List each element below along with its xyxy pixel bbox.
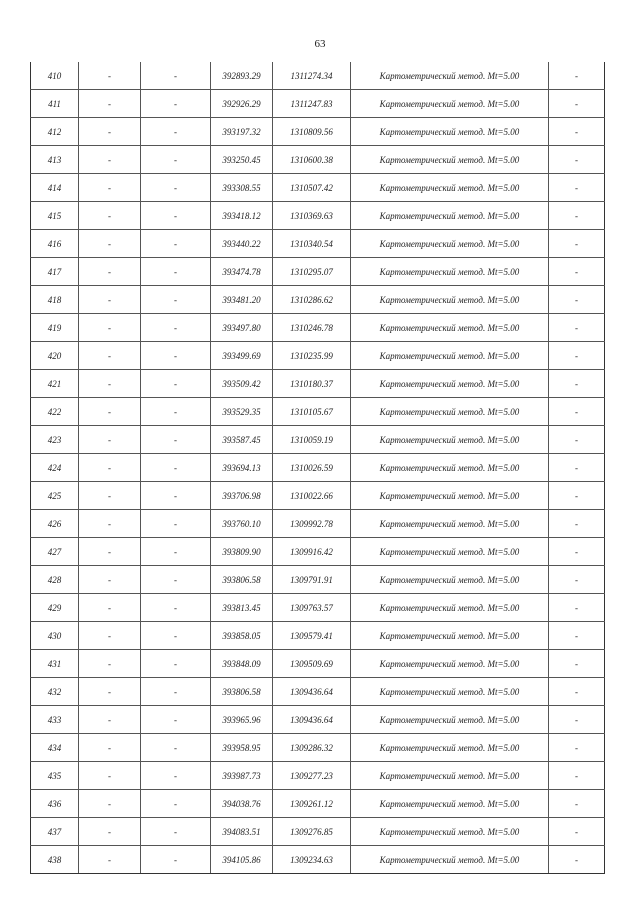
page-number: 63 xyxy=(314,38,326,50)
point-number-cell: 425 xyxy=(31,482,79,510)
y-coordinate-cell: 1309509.69 xyxy=(273,650,351,678)
table-row xyxy=(31,146,605,174)
table-row xyxy=(31,454,605,482)
dash-cell: - xyxy=(79,90,141,118)
point-number-cell: 423 xyxy=(31,426,79,454)
dash-cell: - xyxy=(549,482,605,510)
dash-cell: - xyxy=(141,482,211,510)
dash-cell: - xyxy=(79,538,141,566)
dash-cell: - xyxy=(79,650,141,678)
dash-cell: - xyxy=(549,706,605,734)
y-coordinate-cell: 1309579.41 xyxy=(273,622,351,650)
point-number-cell: 429 xyxy=(31,594,79,622)
table-row xyxy=(31,426,605,454)
x-coordinate-cell: 392926.29 xyxy=(211,90,273,118)
y-coordinate-cell: 1309276.85 xyxy=(273,818,351,846)
dash-cell: - xyxy=(79,482,141,510)
dash-cell: - xyxy=(549,538,605,566)
dash-cell: - xyxy=(549,370,605,398)
point-number-cell: 414 xyxy=(31,174,79,202)
y-coordinate-cell: 1309791.91 xyxy=(273,566,351,594)
point-number-cell: 412 xyxy=(31,118,79,146)
table-row xyxy=(31,594,605,622)
table-row xyxy=(31,118,605,146)
dash-cell: - xyxy=(79,146,141,174)
table-row xyxy=(31,678,605,706)
y-coordinate-cell: 1310246.78 xyxy=(273,314,351,342)
table-row xyxy=(31,762,605,790)
dash-cell: - xyxy=(79,454,141,482)
point-number-cell: 434 xyxy=(31,734,79,762)
method-cell: Картометрический метод. Mt=5.00 xyxy=(351,174,549,202)
y-coordinate-cell: 1310507.42 xyxy=(273,174,351,202)
point-number-cell: 411 xyxy=(31,90,79,118)
dash-cell: - xyxy=(79,398,141,426)
point-number-cell: 422 xyxy=(31,398,79,426)
dash-cell: - xyxy=(549,230,605,258)
dash-cell: - xyxy=(141,622,211,650)
x-coordinate-cell: 393813.45 xyxy=(211,594,273,622)
point-number-cell: 438 xyxy=(31,846,79,874)
dash-cell: - xyxy=(141,146,211,174)
dash-cell: - xyxy=(79,678,141,706)
x-coordinate-cell: 393474.78 xyxy=(211,258,273,286)
dash-cell: - xyxy=(549,594,605,622)
dash-cell: - xyxy=(141,398,211,426)
dash-cell: - xyxy=(79,566,141,594)
method-cell: Картометрический метод. Mt=5.00 xyxy=(351,762,549,790)
table-row xyxy=(31,538,605,566)
y-coordinate-cell: 1309763.57 xyxy=(273,594,351,622)
point-number-cell: 419 xyxy=(31,314,79,342)
point-number-cell: 435 xyxy=(31,762,79,790)
dash-cell: - xyxy=(549,734,605,762)
point-number-cell: 417 xyxy=(31,258,79,286)
table-row xyxy=(31,482,605,510)
coordinates-table xyxy=(30,62,605,874)
y-coordinate-cell: 1310286.62 xyxy=(273,286,351,314)
table-row xyxy=(31,202,605,230)
method-cell: Картометрический метод. Mt=5.00 xyxy=(351,482,549,510)
dash-cell: - xyxy=(141,510,211,538)
table-row xyxy=(31,370,605,398)
method-cell: Картометрический метод. Mt=5.00 xyxy=(351,398,549,426)
y-coordinate-cell: 1310809.56 xyxy=(273,118,351,146)
table-row xyxy=(31,342,605,370)
dash-cell: - xyxy=(549,426,605,454)
dash-cell: - xyxy=(141,286,211,314)
y-coordinate-cell: 1310340.54 xyxy=(273,230,351,258)
x-coordinate-cell: 393858.05 xyxy=(211,622,273,650)
dash-cell: - xyxy=(549,118,605,146)
method-cell: Картометрический метод. Mt=5.00 xyxy=(351,706,549,734)
dash-cell: - xyxy=(141,846,211,874)
dash-cell: - xyxy=(141,566,211,594)
point-number-cell: 436 xyxy=(31,790,79,818)
dash-cell: - xyxy=(79,706,141,734)
y-coordinate-cell: 1311274.34 xyxy=(273,62,351,90)
x-coordinate-cell: 393965.96 xyxy=(211,706,273,734)
dash-cell: - xyxy=(549,678,605,706)
x-coordinate-cell: 393848.09 xyxy=(211,650,273,678)
dash-cell: - xyxy=(79,230,141,258)
method-cell: Картометрический метод. Mt=5.00 xyxy=(351,314,549,342)
point-number-cell: 413 xyxy=(31,146,79,174)
method-cell: Картометрический метод. Mt=5.00 xyxy=(351,62,549,90)
dash-cell: - xyxy=(141,258,211,286)
dash-cell: - xyxy=(549,258,605,286)
y-coordinate-cell: 1309436.64 xyxy=(273,678,351,706)
dash-cell: - xyxy=(141,538,211,566)
dash-cell: - xyxy=(549,286,605,314)
method-cell: Картометрический метод. Mt=5.00 xyxy=(351,818,549,846)
dash-cell: - xyxy=(79,622,141,650)
table-row xyxy=(31,650,605,678)
method-cell: Картометрический метод. Mt=5.00 xyxy=(351,846,549,874)
point-number-cell: 416 xyxy=(31,230,79,258)
dash-cell: - xyxy=(79,594,141,622)
dash-cell: - xyxy=(79,790,141,818)
dash-cell: - xyxy=(141,762,211,790)
method-cell: Картометрический метод. Mt=5.00 xyxy=(351,622,549,650)
x-coordinate-cell: 393499.69 xyxy=(211,342,273,370)
dash-cell: - xyxy=(549,174,605,202)
method-cell: Картометрический метод. Mt=5.00 xyxy=(351,650,549,678)
point-number-cell: 420 xyxy=(31,342,79,370)
x-coordinate-cell: 393529.35 xyxy=(211,398,273,426)
x-coordinate-cell: 394038.76 xyxy=(211,790,273,818)
table-row xyxy=(31,510,605,538)
dash-cell: - xyxy=(141,650,211,678)
x-coordinate-cell: 393440.22 xyxy=(211,230,273,258)
dash-cell: - xyxy=(141,818,211,846)
dash-cell: - xyxy=(549,398,605,426)
dash-cell: - xyxy=(549,146,605,174)
y-coordinate-cell: 1310600.38 xyxy=(273,146,351,174)
dash-cell: - xyxy=(549,342,605,370)
dash-cell: - xyxy=(141,314,211,342)
x-coordinate-cell: 393809.90 xyxy=(211,538,273,566)
y-coordinate-cell: 1310235.99 xyxy=(273,342,351,370)
dash-cell: - xyxy=(141,706,211,734)
method-cell: Картометрический метод. Mt=5.00 xyxy=(351,202,549,230)
table-row xyxy=(31,230,605,258)
table-row xyxy=(31,62,605,90)
dash-cell: - xyxy=(141,90,211,118)
table-row xyxy=(31,258,605,286)
table-row xyxy=(31,90,605,118)
method-cell: Картометрический метод. Mt=5.00 xyxy=(351,118,549,146)
y-coordinate-cell: 1309286.32 xyxy=(273,734,351,762)
table-row xyxy=(31,566,605,594)
dash-cell: - xyxy=(79,118,141,146)
table-row xyxy=(31,706,605,734)
x-coordinate-cell: 394083.51 xyxy=(211,818,273,846)
dash-cell: - xyxy=(79,370,141,398)
y-coordinate-cell: 1310295.07 xyxy=(273,258,351,286)
table-row xyxy=(31,846,605,874)
point-number-cell: 432 xyxy=(31,678,79,706)
point-number-cell: 437 xyxy=(31,818,79,846)
x-coordinate-cell: 393987.73 xyxy=(211,762,273,790)
method-cell: Картометрический метод. Mt=5.00 xyxy=(351,370,549,398)
point-number-cell: 421 xyxy=(31,370,79,398)
dash-cell: - xyxy=(549,566,605,594)
y-coordinate-cell: 1309916.42 xyxy=(273,538,351,566)
x-coordinate-cell: 393481.20 xyxy=(211,286,273,314)
dash-cell: - xyxy=(141,594,211,622)
point-number-cell: 431 xyxy=(31,650,79,678)
point-number-cell: 418 xyxy=(31,286,79,314)
point-number-cell: 424 xyxy=(31,454,79,482)
dash-cell: - xyxy=(141,370,211,398)
y-coordinate-cell: 1311247.83 xyxy=(273,90,351,118)
dash-cell: - xyxy=(549,762,605,790)
method-cell: Картометрический метод. Mt=5.00 xyxy=(351,342,549,370)
table-row xyxy=(31,174,605,202)
table-row xyxy=(31,790,605,818)
coordinates-table-wrapper xyxy=(30,62,597,874)
dash-cell: - xyxy=(79,734,141,762)
method-cell: Картометрический метод. Mt=5.00 xyxy=(351,790,549,818)
dash-cell: - xyxy=(549,790,605,818)
dash-cell: - xyxy=(141,174,211,202)
y-coordinate-cell: 1310059.19 xyxy=(273,426,351,454)
dash-cell: - xyxy=(141,342,211,370)
method-cell: Картометрический метод. Mt=5.00 xyxy=(351,90,549,118)
y-coordinate-cell: 1310369.63 xyxy=(273,202,351,230)
x-coordinate-cell: 393806.58 xyxy=(211,678,273,706)
dash-cell: - xyxy=(141,426,211,454)
method-cell: Картометрический метод. Mt=5.00 xyxy=(351,510,549,538)
method-cell: Картометрический метод. Mt=5.00 xyxy=(351,454,549,482)
x-coordinate-cell: 393958.95 xyxy=(211,734,273,762)
table-row xyxy=(31,818,605,846)
dash-cell: - xyxy=(549,202,605,230)
dash-cell: - xyxy=(549,454,605,482)
x-coordinate-cell: 393587.45 xyxy=(211,426,273,454)
dash-cell: - xyxy=(141,734,211,762)
x-coordinate-cell: 393706.98 xyxy=(211,482,273,510)
dash-cell: - xyxy=(79,314,141,342)
table-row xyxy=(31,734,605,762)
x-coordinate-cell: 392893.29 xyxy=(211,62,273,90)
method-cell: Картометрический метод. Mt=5.00 xyxy=(351,258,549,286)
y-coordinate-cell: 1309234.63 xyxy=(273,846,351,874)
dash-cell: - xyxy=(141,454,211,482)
dash-cell: - xyxy=(141,230,211,258)
x-coordinate-cell: 393308.55 xyxy=(211,174,273,202)
y-coordinate-cell: 1310026.59 xyxy=(273,454,351,482)
dash-cell: - xyxy=(141,790,211,818)
coordinates-table-body xyxy=(31,62,605,874)
x-coordinate-cell: 393806.58 xyxy=(211,566,273,594)
dash-cell: - xyxy=(141,62,211,90)
method-cell: Картометрический метод. Mt=5.00 xyxy=(351,594,549,622)
point-number-cell: 410 xyxy=(31,62,79,90)
dash-cell: - xyxy=(549,314,605,342)
y-coordinate-cell: 1309261.12 xyxy=(273,790,351,818)
dash-cell: - xyxy=(549,90,605,118)
point-number-cell: 433 xyxy=(31,706,79,734)
method-cell: Картометрический метод. Mt=5.00 xyxy=(351,230,549,258)
y-coordinate-cell: 1310022.66 xyxy=(273,482,351,510)
method-cell: Картометрический метод. Mt=5.00 xyxy=(351,566,549,594)
y-coordinate-cell: 1310180.37 xyxy=(273,370,351,398)
dash-cell: - xyxy=(549,622,605,650)
method-cell: Картометрический метод. Mt=5.00 xyxy=(351,146,549,174)
x-coordinate-cell: 393250.45 xyxy=(211,146,273,174)
table-row xyxy=(31,314,605,342)
dash-cell: - xyxy=(79,762,141,790)
dash-cell: - xyxy=(79,202,141,230)
x-coordinate-cell: 393509.42 xyxy=(211,370,273,398)
dash-cell: - xyxy=(79,174,141,202)
x-coordinate-cell: 393760.10 xyxy=(211,510,273,538)
dash-cell: - xyxy=(79,342,141,370)
y-coordinate-cell: 1309436.64 xyxy=(273,706,351,734)
dash-cell: - xyxy=(549,510,605,538)
dash-cell: - xyxy=(79,818,141,846)
table-row xyxy=(31,286,605,314)
method-cell: Картометрический метод. Mt=5.00 xyxy=(351,426,549,454)
dash-cell: - xyxy=(141,118,211,146)
y-coordinate-cell: 1309277.23 xyxy=(273,762,351,790)
dash-cell: - xyxy=(79,426,141,454)
method-cell: Картометрический метод. Mt=5.00 xyxy=(351,734,549,762)
point-number-cell: 430 xyxy=(31,622,79,650)
method-cell: Картометрический метод. Mt=5.00 xyxy=(351,538,549,566)
dash-cell: - xyxy=(549,650,605,678)
dash-cell: - xyxy=(141,202,211,230)
dash-cell: - xyxy=(141,678,211,706)
dash-cell: - xyxy=(79,286,141,314)
point-number-cell: 426 xyxy=(31,510,79,538)
x-coordinate-cell: 393497.80 xyxy=(211,314,273,342)
dash-cell: - xyxy=(549,62,605,90)
table-row xyxy=(31,398,605,426)
point-number-cell: 415 xyxy=(31,202,79,230)
table-row xyxy=(31,622,605,650)
point-number-cell: 428 xyxy=(31,566,79,594)
method-cell: Картометрический метод. Mt=5.00 xyxy=(351,678,549,706)
dash-cell: - xyxy=(79,258,141,286)
y-coordinate-cell: 1310105.67 xyxy=(273,398,351,426)
x-coordinate-cell: 393694.13 xyxy=(211,454,273,482)
method-cell: Картометрический метод. Mt=5.00 xyxy=(351,286,549,314)
dash-cell: - xyxy=(549,818,605,846)
x-coordinate-cell: 393197.32 xyxy=(211,118,273,146)
x-coordinate-cell: 394105.86 xyxy=(211,846,273,874)
dash-cell: - xyxy=(549,846,605,874)
dash-cell: - xyxy=(79,846,141,874)
x-coordinate-cell: 393418.12 xyxy=(211,202,273,230)
point-number-cell: 427 xyxy=(31,538,79,566)
dash-cell: - xyxy=(79,62,141,90)
dash-cell: - xyxy=(79,510,141,538)
y-coordinate-cell: 1309992.78 xyxy=(273,510,351,538)
